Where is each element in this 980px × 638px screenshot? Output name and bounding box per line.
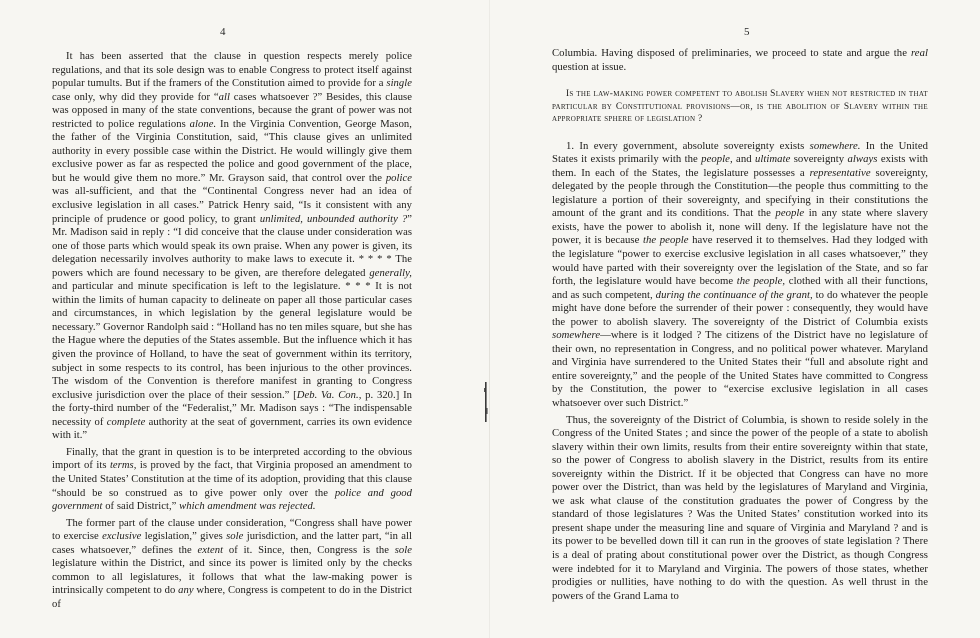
section-heading: Is the law-making power competent to abolish Slavery when not restricted in that particular by Constitutional provisions—or, is the abolition of Slavery within the appropriate sphere of legislation ? xyxy=(552,89,928,125)
continuation-lead xyxy=(552,47,928,74)
right-page-body xyxy=(552,47,928,603)
left-page-body xyxy=(52,50,412,611)
paragraph: It has been asserted that the clause in question respects merely police regulations, and that its sole design was to enable Congress to protect itself against popular tumults. But if the framers of the Constitution aimed to provide for a single case only, why did they provide for “all cases whatsoever ?” Besides, this clause was opposed in many of the state conventions, because the grant of power was not restricted to police regulations alone. In the Virginia Convention, George Mason, the father of the Virginia Constitution, said, “This clause gives an unlimited authority in every possible case within the District. He would willingly give them exclusive power as far as respected the police and good government of the place, but he would give them no more.” Mr. Grayson said, that control over the police was all-sufficient, and that the “Continental Congress never had an idea of exclusive legislation in all cases.” Patrick Henry said, “Is it consistent with any principle of prudence or good policy, to grant unlimited, unbounded authority ?” Mr. Madison said in reply : “I did conceive that the clause under consideration was one of those parts which would speak its own praise. When any power is given, its delegation necessarily involves authority to make laws to execute it. * * * * The powers which are found necessary to be given, are therefore delegated generally, and particular and minute specification is left to the legislature. * * * It is not within the limits of human capacity to delineate on paper all those particular cases and circumstances, in which legislation by the general legislature would be necessary.” Governor Randolph said : “Holland has no ten miles square, but she has the Hague where the deputies of the States assemble. But the influence which it has given the province of Holland, to have the seat of government within its territory, subject in some respects to its control, has been injurious to the other provinces. The wisdom of the Convention is therefore manifest in granting to Congress exclusive jurisdiction over the place of their session.” [Deb. Va. Con., p. 320.] In the forty-third number of the “Federalist,” Mr. Madison says : “The indispensable necessity of complete authority at the seat of government, carries its own evidence with it.” xyxy=(52,51,413,442)
page-number-right: 5 xyxy=(744,26,750,38)
paragraph: Thus, the sovereignty of the District of Columbia, is shown to reside solely in the Congress of the United States ; and since the power of the people of a state to abolish slavery within their own limits, results from their entire sovereignty within that state, so the power of Congress to abolish slavery in the District, results from its entire sovereignty within the District. If it be objected that Congress can have no more power over the District, than was held by the legislatures of Maryland and Virginia, we ask what clause of the constitution graduates the power of Congress by the standard of those legislatures ? Was the United States’ constitution worked into its present shape under the measuring line and square of Virginia and Maryland ? and is its power to be bevelled down till it can run in the grooves of state legislation ? There is a deal of prating about constitutional power over the District, as though Congress were indebted for it to Maryland and Virginia. The powers of those states, whether prodigies or nullities, have nothing to do with the question. As well thrust in the powers of the Grand Lama to xyxy=(552,413,928,602)
right-page xyxy=(490,0,980,638)
paragraph: Columbia. Having disposed of preliminaries, we proceed to state and argue the real question at issue. xyxy=(552,47,928,73)
paragraph: Finally, that the grant in question is to be interpreted according to the obvious import of its terms, is proved by the fact, that Virginia proposed an amendment to the United States’ Constitution at the time of its adoption, providing that this clause “should be so construed as to give power only over the police and good government of said District,” which amendment was rejected. xyxy=(52,446,412,513)
paragraph: The former part of the clause under consideration, “Congress shall have power to exercise exclusive legislation,” gives sole jurisdiction, and the latter part, “in all cases whatsoever,” defines the extent of it. Since, then, Congress is the sole legislature within the District, and since its power is limited only by the checks common to all legislatures, it follows that what the law-making power is intrinsically competent to do any where, Congress is competent to do in the District of xyxy=(52,517,413,610)
page-number-left: 4 xyxy=(220,26,226,38)
paragraph: 1. In every government, absolute sovereignty exists somewhere. In the United States it exists primarily with the people, and ultimate sovereignty always exists with them. In each of the States, the legislature possesses a representative sovereignty, delegated by the people through the Constitution—the people thus committing to the legislature a portion of their sovereignty, and specifying in their constitutions the amount of the grant and its conditions. That the people in any state where slavery exists, have the power to abolish it, none will deny. If the legislature have not the power, it is because the people have reserved it to themselves. Had they lodged with the legislature “power to exercise exclusive legislation in all cases whatsoever,” they would have parted with their sovereignty over the legislation of the State, and so far forth, the legislature would have become the people, clothed with all their functions, and as such competent, during the continuance of the grant, to do whatever the people might have done before the surrender of their power : consequently, they would have the power to abolish slavery. The sovereignty of the District of Columbia exists somewhere—where is it lodged ? The citizens of the District have no legislature of their own, no representation in Congress, and no political power whatever. Maryland and Virginia have surrendered to the United States their “full and absolute right and entire sovereignty,” and the people of the United States have committed to Congress by the Constitution, the power to “exercise exclusive legislation in all cases whatsoever over such District.” xyxy=(552,139,929,409)
